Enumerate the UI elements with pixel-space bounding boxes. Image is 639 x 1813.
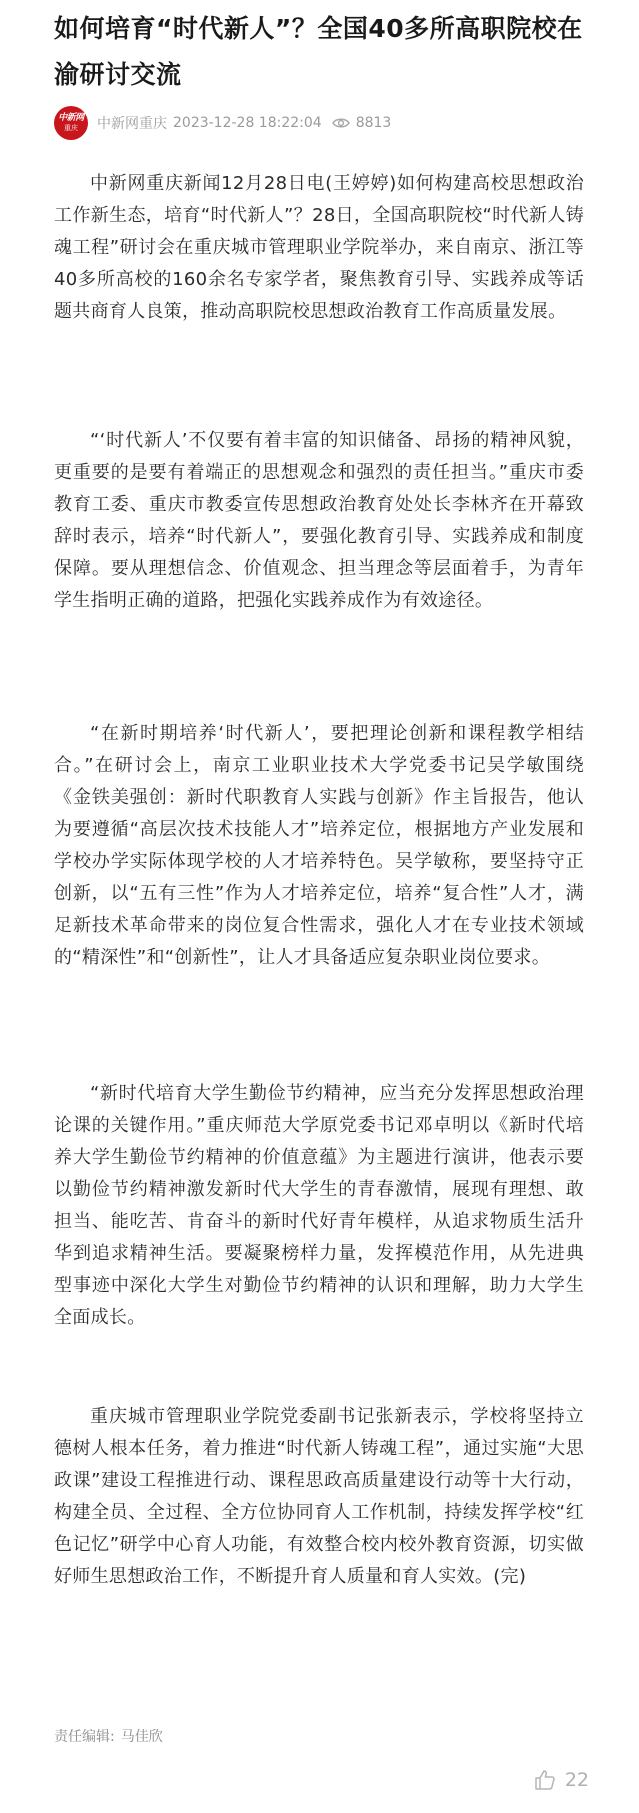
logo-top-text: 中新网 — [58, 113, 84, 123]
like-button[interactable] — [533, 1768, 589, 1792]
source-logo — [54, 106, 88, 140]
article-title: 如何培育“时代新人”？全国40多所高职院校在渝研讨交流 — [54, 14, 583, 89]
view-count: 8813 — [355, 115, 392, 131]
article-meta — [54, 106, 391, 140]
article-paragraph-3: “在新时期培养‘时代新人’，要把理论创新和课程教学相结合。”在研讨会上，南京工业职业技术大学党委书记吴学敏围绕《金铁美强创：新时代职教育人实践与创新》作主旨报告，他认为要遵循“高层次技术技能人才”培养定位，根据地方产业发展和学校办学实际体现学校的人才培养特色。吴学敏称，要坚持守正创新，以“五有三性”作为人才培养定位，培养“复合性”人才，满足新技术革命带来的岗位复合性需求，强化人才在专业技术领域的“精深性”和“创新性”，让人才具备适应复杂职业岗位要求。 — [54, 723, 584, 968]
publish-datetime: 2023-12-28 18:22:04 — [173, 115, 322, 131]
responsible-editor — [54, 1726, 163, 1746]
article-paragraph-2: “‘时代新人’不仅要有着丰富的知识储备、昂扬的精神风貌，更重要的是要有着端正的思想观念和强烈的责任担当。”重庆市委教育工委、重庆市教委宣传思想政治教育处处长李林齐在开幕致辞时表示，培养“时代新人”，要强化教育引导、实践养成和制度保障。要从理想信念、价值观念、担当理念等层面着手，为青年学生指明正确的道路，把强化实践养成作为有效途径。 — [54, 430, 584, 611]
eye-icon — [332, 117, 350, 129]
article-paragraph-5: 重庆城市管理职业学院党委副书记张新表示，学校将坚持立德树人根本任务，着力推进“时代新人铸魂工程”，通过实施“大思政课”建设工程推进行动、课程思政高质量建设行动等十大行动，构建全员、全过程、全方位协同育人工作机制，持续发挥学校“红色记忆”研学中心育人功能，有效整合校内校外教育资源，切实做好师生思想政治工作，不断提升育人质量和育人实效。(完) — [54, 1406, 584, 1587]
article-paragraph-4: “新时代培育大学生勤俭节约精神，应当充分发挥思想政治理论课的关键作用。”重庆师范大学原党委书记邓卓明以《新时代培养大学生勤俭节约精神的价值意蕴》为主题进行演讲，他表示要以勤俭节约精神激发新时代大学生的青春激情，展现有理想、敢担当、能吃苦、肯奋斗的新时代好青年模样，从追求物质生活升华到追求精神生活。要凝聚榜样力量，发挥模范作用，从先进典型事迹中深化大学生对勤俭节约精神的认识和理解，助力大学生全面成长。 — [54, 1083, 584, 1328]
editor-name: 马佳欣 — [120, 1729, 163, 1745]
editor-label: 责任编辑: — [54, 1729, 115, 1745]
like-count: 22 — [564, 1769, 589, 1791]
article-paragraph-1: 中新网重庆新闻12月28日电(王婷婷)如何构建高校思想政治工作新生态，培育“时代新人”？28日，全国高职院校“时代新人铸魂工程”研讨会在重庆城市管理职业学院举办，来自南京、浙江等40多所高校的160余名专家学者，聚焦教育引导、实践养成等话题共商育人良策，推动高职院校思想政治教育工作高质量发展。 — [54, 173, 584, 322]
thumbs-up-icon — [533, 1768, 557, 1792]
source-name[interactable]: 中新网重庆 — [97, 116, 167, 132]
logo-bottom-text: 重庆 — [64, 124, 78, 132]
